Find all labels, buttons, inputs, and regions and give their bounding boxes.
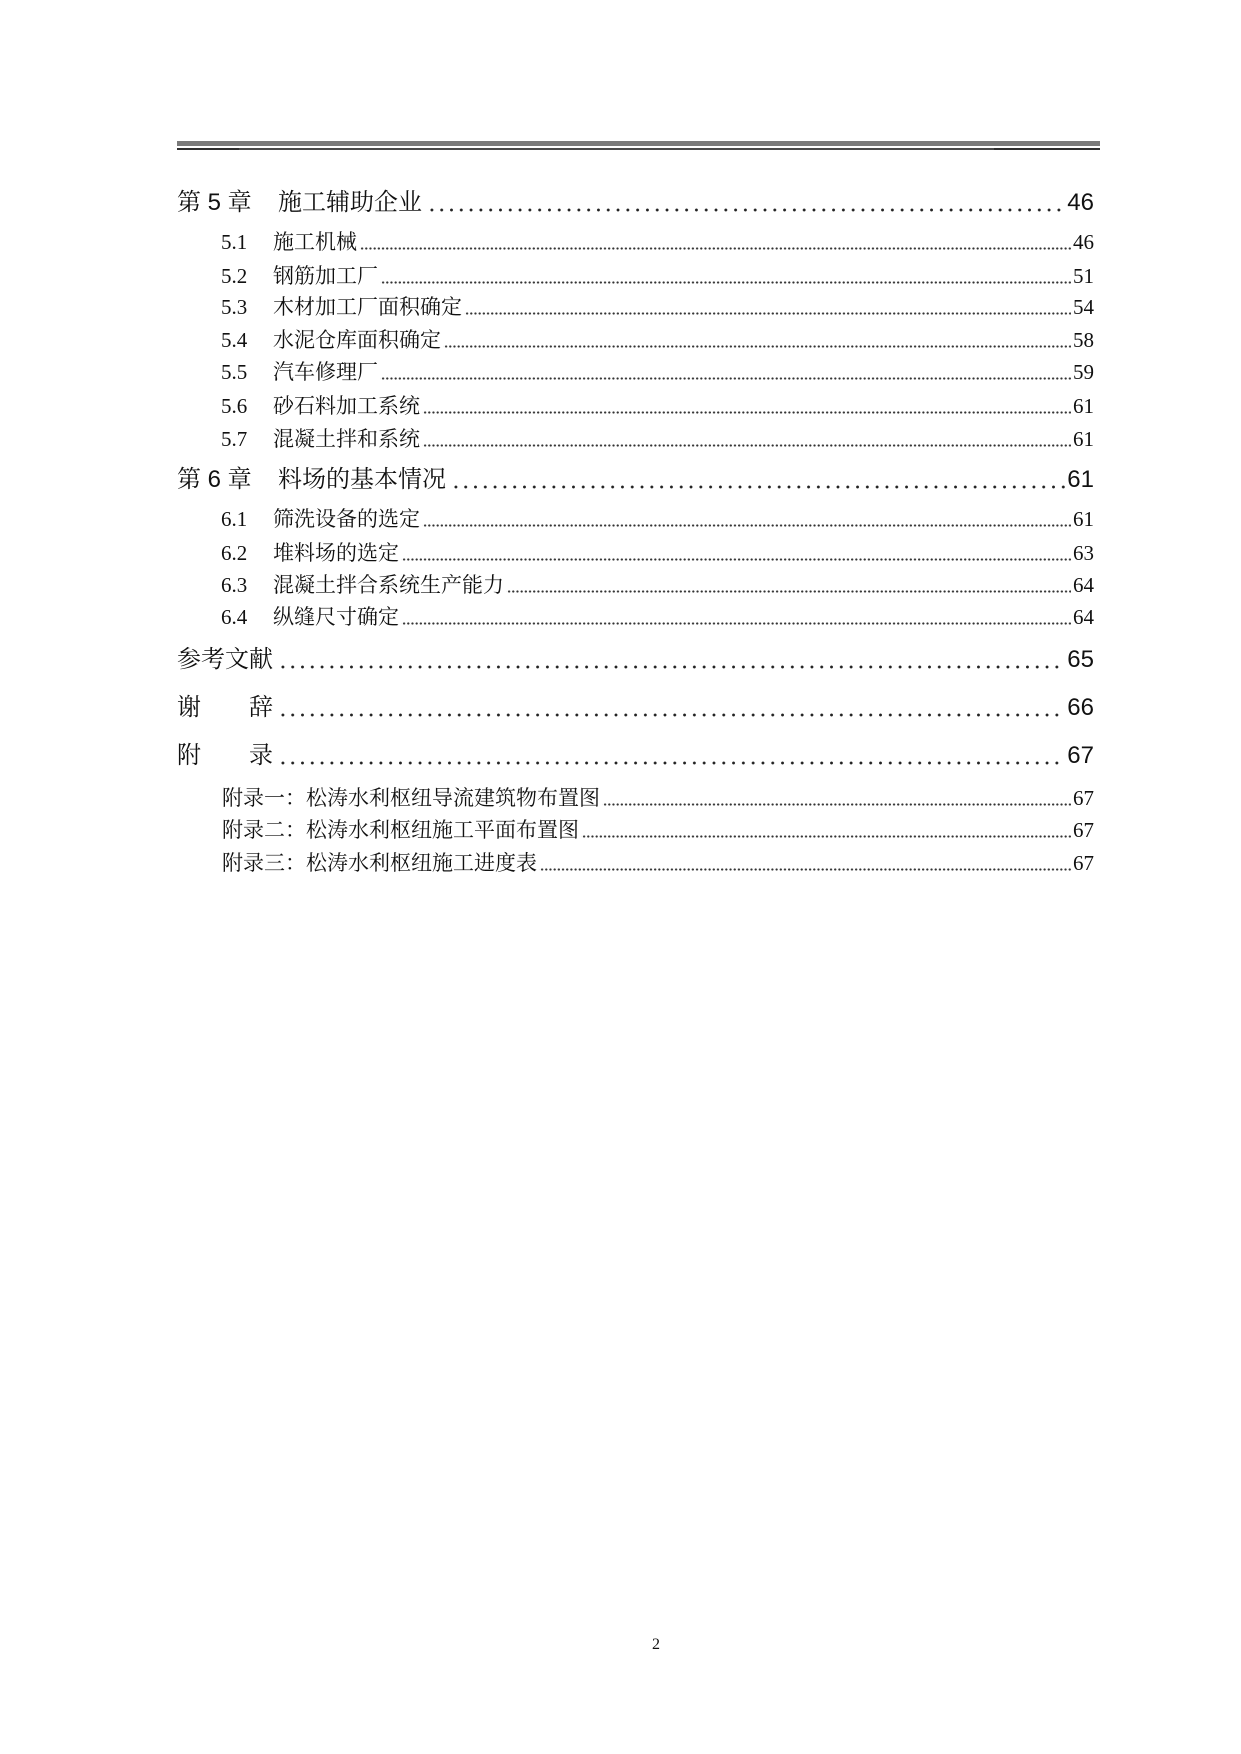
section-title: 施工机械: [273, 230, 357, 254]
page-ref: 46: [1073, 230, 1094, 254]
header-rule-thin-line: [177, 148, 1100, 150]
page-ref: 61: [1073, 427, 1094, 451]
acknowledgements-title: 谢 辞: [177, 694, 273, 721]
chapter-number: 第 6 章: [177, 466, 252, 493]
chapter-title: 施工辅助企业: [278, 189, 422, 216]
dot-leader: [581, 815, 1071, 845]
header-rule: [177, 141, 1100, 151]
section-title: 水泥仓库面积确定: [273, 328, 441, 352]
dot-leader: [602, 783, 1071, 813]
page-ref: 67: [1067, 742, 1094, 769]
page-ref: 66: [1067, 694, 1094, 721]
chapter-title: 料场的基本情况: [278, 466, 446, 493]
toc-chapter-entry[interactable]: [177, 463, 1094, 497]
dot-leader: [443, 325, 1071, 355]
section-title: 木材加工厂面积确定: [273, 295, 462, 319]
section-number: 6.3: [221, 573, 248, 597]
page-ref: 58: [1073, 328, 1094, 352]
references-title: 参考文献: [177, 646, 273, 673]
section-number: 5.7: [221, 427, 248, 451]
chapter-number: 第 5 章: [177, 189, 252, 216]
page-ref: 61: [1073, 394, 1094, 418]
page-ref: 63: [1073, 541, 1094, 565]
page-ref: 51: [1073, 264, 1094, 288]
appendix-item-title: 附录一：松涛水利枢纽导流建筑物布置图: [222, 786, 600, 810]
toc-appendix-entry[interactable]: [177, 739, 1094, 773]
toc-appendix-item[interactable]: [222, 848, 1094, 878]
page-ref: 64: [1073, 605, 1094, 629]
page-ref: 67: [1073, 786, 1094, 810]
section-title: 钢筋加工厂: [273, 264, 378, 288]
dot-leader: [424, 186, 1065, 220]
section-title: 堆料场的选定: [273, 541, 399, 565]
dot-leader: [401, 538, 1071, 568]
dot-leader: [275, 691, 1065, 725]
appendix-title: 附 录: [177, 742, 273, 769]
toc-section-entry[interactable]: [221, 504, 1094, 534]
page-ref: 65: [1067, 646, 1094, 673]
page-ref: 61: [1073, 507, 1094, 531]
toc-section-entry[interactable]: [221, 325, 1094, 355]
toc-section-entry[interactable]: [221, 424, 1094, 454]
dot-leader: [448, 463, 1065, 497]
dot-leader: [401, 602, 1071, 632]
section-number: 5.1: [221, 230, 248, 254]
toc-appendix-item[interactable]: [222, 815, 1094, 845]
section-number: 6.4: [221, 605, 248, 629]
dot-leader: [359, 227, 1071, 257]
section-title: 砂石料加工系统: [273, 394, 420, 418]
dot-leader: [422, 391, 1071, 421]
section-number: 5.3: [221, 295, 248, 319]
appendix-item-title: 附录三：松涛水利枢纽施工进度表: [222, 851, 537, 875]
page-ref: 67: [1073, 818, 1094, 842]
section-title: 纵缝尺寸确定: [273, 605, 399, 629]
dot-leader: [539, 848, 1071, 878]
header-rule-thick-line: [177, 141, 1100, 146]
dot-leader: [380, 357, 1071, 387]
page-ref: 64: [1073, 573, 1094, 597]
toc-section-entry[interactable]: [221, 538, 1094, 568]
page-ref: 59: [1073, 360, 1094, 384]
section-number: 5.6: [221, 394, 248, 418]
toc-section-entry[interactable]: [221, 570, 1094, 600]
dot-leader: [422, 424, 1071, 454]
section-number: 6.1: [221, 507, 248, 531]
section-title: 混凝土拌和系统: [273, 427, 420, 451]
dot-leader: [275, 643, 1065, 677]
page-ref: 61: [1067, 466, 1094, 493]
toc-section-entry[interactable]: [221, 602, 1094, 632]
toc-section-entry[interactable]: [221, 227, 1094, 257]
header-rule-right-accent: [994, 148, 1100, 150]
section-title: 混凝土拌合系统生产能力: [273, 573, 504, 597]
appendix-item-title: 附录二：松涛水利枢纽施工平面布置图: [222, 818, 579, 842]
dot-leader: [506, 570, 1071, 600]
page-ref: 67: [1073, 851, 1094, 875]
toc-acknowledgements-entry[interactable]: [177, 691, 1094, 725]
toc-appendix-item[interactable]: [222, 783, 1094, 813]
dot-leader: [380, 261, 1071, 291]
section-number: 5.5: [221, 360, 248, 384]
toc-section-entry[interactable]: [221, 357, 1094, 387]
section-number: 6.2: [221, 541, 248, 565]
section-number: 5.4: [221, 328, 248, 352]
section-title: 筛洗设备的选定: [273, 507, 420, 531]
section-number: 5.2: [221, 264, 248, 288]
dot-leader: [464, 292, 1071, 322]
toc-chapter-entry[interactable]: [177, 186, 1094, 220]
page-ref: 46: [1067, 189, 1094, 216]
toc-section-entry[interactable]: [221, 391, 1094, 421]
header-rule-left-accent: [177, 148, 239, 150]
page-number: 2: [652, 1636, 660, 1653]
toc-section-entry[interactable]: [221, 292, 1094, 322]
page-ref: 54: [1073, 295, 1094, 319]
section-title: 汽车修理厂: [273, 360, 378, 384]
toc-references-entry[interactable]: [177, 643, 1094, 677]
dot-leader: [275, 739, 1065, 773]
dot-leader: [422, 504, 1071, 534]
toc-section-entry[interactable]: [221, 261, 1094, 291]
